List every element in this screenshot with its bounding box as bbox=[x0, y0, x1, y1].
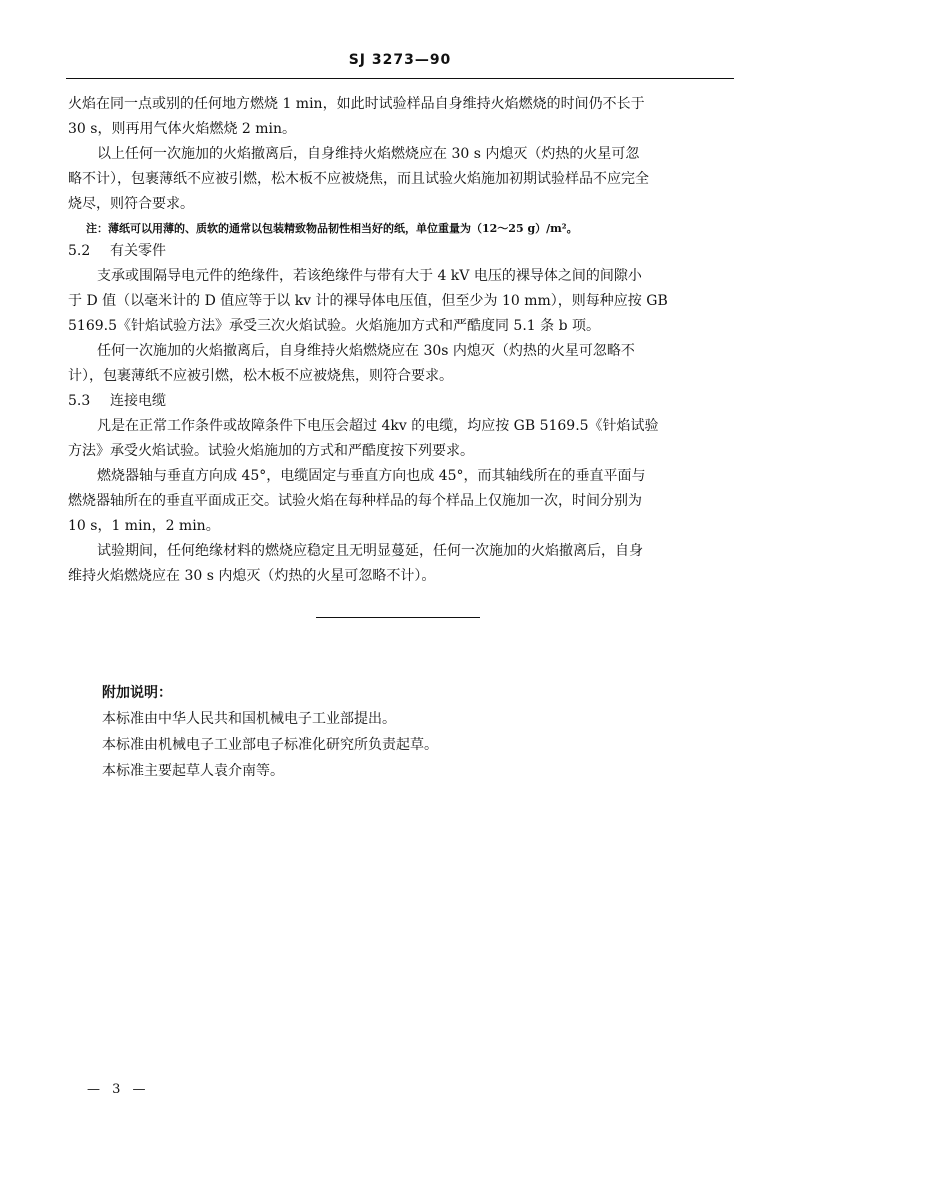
section-number: 5.3 bbox=[68, 393, 91, 409]
body-line: 任何一次施加的火焰撤离后，自身维持火焰燃烧应在 30s 内熄灭（灼热的火星可忽略不 bbox=[97, 343, 635, 359]
body-line: 计），包裹薄纸不应被引燃，松木板不应被烧焦，则符合要求。 bbox=[68, 368, 453, 384]
section-title: 连接电缆 bbox=[110, 393, 166, 409]
body-line: 燃烧器轴与垂直方向成 45°，电缆固定与垂直方向也成 45°，而其轴线所在的垂直平面与 bbox=[97, 468, 646, 484]
section-number: 5.2 bbox=[68, 243, 91, 259]
body-line: 烧尽，则符合要求。 bbox=[68, 196, 194, 212]
body-line: 于 D 值（以毫米计的 D 值应等于以 kv 计的裸导体电压值，但至少为 10 mm），则每种应按 GB bbox=[68, 293, 668, 309]
section-heading-5-3 bbox=[68, 389, 738, 414]
header-rule bbox=[66, 78, 734, 79]
body-line: 30 s，则再用气体火焰燃烧 2 min。 bbox=[68, 121, 297, 137]
appendix-line: 本标准由机械电子工业部电子标准化研究所负责起草。 bbox=[102, 737, 438, 753]
body-line: 凡是在正常工作条件或故障条件下电压会超过 4kv 的电缆，均应按 GB 5169.5《针焰试验 bbox=[97, 418, 659, 434]
appendix-line: 本标准由中华人民共和国机械电子工业部提出。 bbox=[102, 711, 396, 727]
appendix-title: 附加说明： bbox=[102, 685, 172, 701]
note-line: 注：薄纸可以用薄的、质软的通常以包装精致物品韧性相当好的纸，单位重量为（12～25 g）/m²。 bbox=[86, 222, 578, 235]
body-line: 试验期间，任何绝缘材料的燃烧应稳定且无明显蔓延，任何一次施加的火焰撤离后，自身 bbox=[97, 543, 643, 559]
appendix-line: 本标准主要起草人袁介南等。 bbox=[102, 763, 284, 779]
body-line: 方法》承受火焰试验。试验火焰施加的方式和严酷度按下列要求。 bbox=[68, 443, 474, 459]
end-of-text-rule bbox=[316, 617, 480, 618]
page-number: — 3 — bbox=[87, 1082, 150, 1097]
body-line: 5169.5《针焰试验方法》承受三次火焰试验。火焰施加方式和严酷度同 5.1 条 b 项。 bbox=[68, 318, 601, 334]
body-line: 略不计），包裹薄纸不应被引燃，松木板不应被烧焦，而且试验火焰施加初期试验样品不应完全 bbox=[68, 171, 649, 187]
body-line: 支承或围隔导电元件的绝缘件，若该绝缘件与带有大于 4 kV 电压的裸导体之间的间隙小 bbox=[97, 268, 642, 284]
body-text bbox=[68, 92, 738, 589]
body-line: 燃烧器轴所在的垂直平面成正交。试验火焰在每种样品的每个样品上仅施加一次，时间分别为 bbox=[68, 493, 642, 509]
body-line: 火焰在同一点或别的任何地方燃烧 1 min，如此时试验样品自身维持火焰燃烧的时间仍不长于 bbox=[68, 96, 645, 112]
body-line: 维持火焰燃烧应在 30 s 内熄灭（灼热的火星可忽略不计）。 bbox=[68, 568, 436, 584]
body-line: 以上任何一次施加的火焰撤离后，自身维持火焰燃烧应在 30 s 内熄灭（灼热的火星可忽 bbox=[97, 146, 640, 162]
section-title: 有关零件 bbox=[110, 243, 166, 259]
standard-code-header: SJ 3273—90 bbox=[348, 52, 452, 68]
section-heading-5-2 bbox=[68, 239, 738, 264]
appendix-notes bbox=[102, 680, 702, 784]
body-line: 10 s，1 min，2 min。 bbox=[68, 518, 220, 534]
